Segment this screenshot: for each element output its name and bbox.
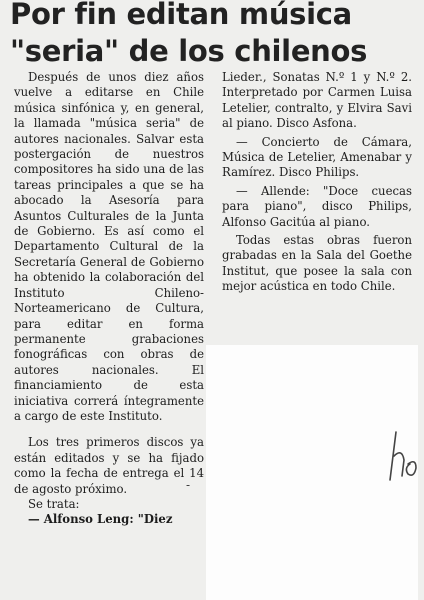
paragraph-concierto: — Concierto de Cámara, Música de Letelier, Amenabar y Ramírez. Disco Philips. [222, 134, 412, 180]
paragraph-grabadas: Todas estas obras fueron grabadas en la Sala del Goethe Institut, que posee la sala con mejor acústica en todo Chile. [222, 233, 412, 294]
article-right-column [222, 70, 412, 295]
paragraph-alfonso-leng: — Alfonso Leng: "Diez [28, 512, 173, 527]
paragraph-se-trata: Se trata: [28, 496, 80, 511]
article-left-column [14, 70, 204, 528]
headline [10, 0, 410, 70]
headline-line-1: Por fin editan música [10, 0, 352, 31]
separator-dash: - [186, 478, 191, 492]
headline-line-2: "seria" de los chilenos [10, 34, 368, 68]
paragraph-discs: Los tres primeros discos ya están editados y se ha fijado como la fecha de entrega el 14 de agosto próximo. [14, 435, 204, 496]
paragraph-allende: — Allende: "Doce cuecas para piano", disco Philips, Alfonso Gacitúa al piano. [222, 183, 412, 229]
paragraph-intro: Después de unos diez años vuelve a editarse en Chile música sinfónica y, en general, la llamada "música seria" de autores nacionales. Salvar esta postergación de nuestros compositores ha sido una de las tareas principales a que se ha abocado la Asesoría para Asuntos Culturales de la Junta de Gobierno. Es así como el Departamento Cultural de la Secretaría General de Gobierno ha obtenido la colaboración del Instituto Chileno-Norteamericano de Cultura, para editar en forma permanente grabaciones fonográficas con obras de autores nacionales. El financiamiento de esta iniciativa correrá íntegramente a cargo de este Instituto. [14, 70, 204, 423]
paragraph-lieder: Lieder., Sonatas N.º 1 y N.º 2. Interpretado por Carmen Luisa Letelier, contralto, y Elvira Savi al piano. Disco Asfona. [222, 70, 412, 131]
handwritten-annotation [382, 412, 422, 492]
